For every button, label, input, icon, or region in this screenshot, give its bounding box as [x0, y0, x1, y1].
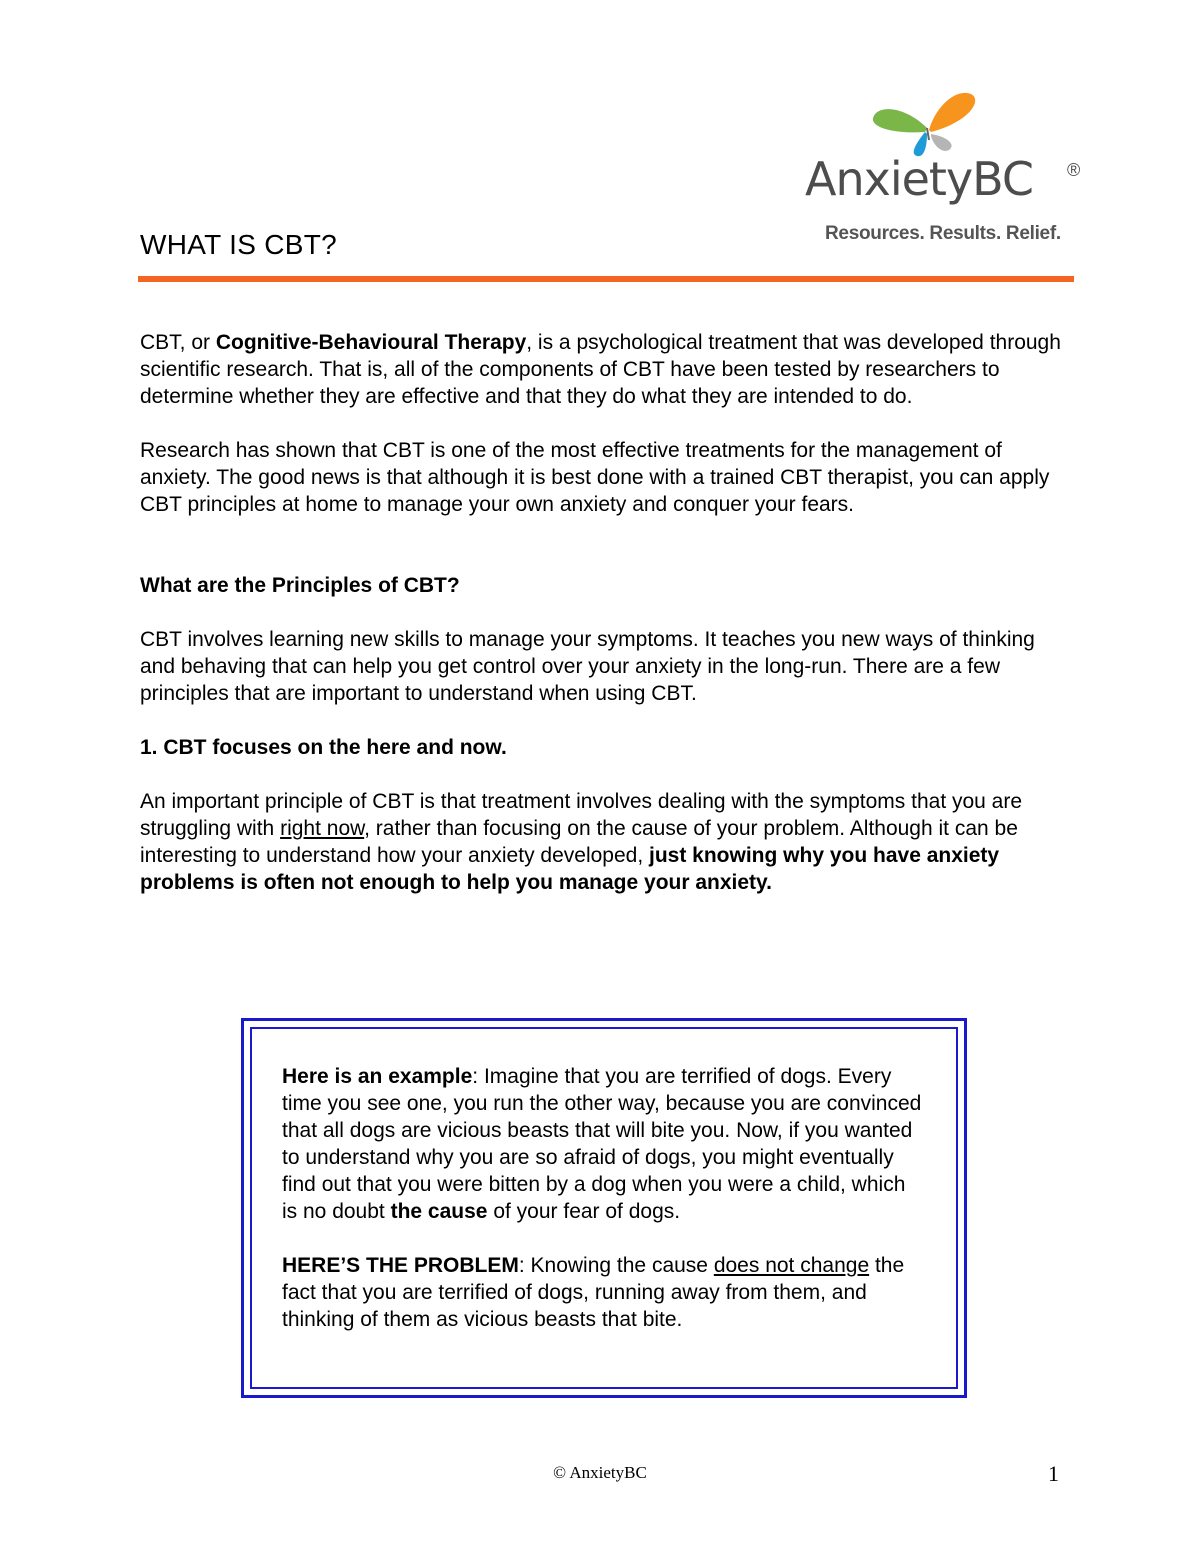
title-divider [138, 276, 1074, 282]
logo-wordmark: AnxietyBC [805, 152, 1034, 206]
principle-1-heading: 1. CBT focuses on the here and now. [140, 736, 507, 759]
butterfly-icon [865, 88, 985, 160]
principles-heading: What are the Principles of CBT? [140, 574, 460, 597]
footer-copyright: © AnxietyBC [553, 1463, 647, 1482]
example-box [241, 1018, 967, 1398]
page-number: 1 [1048, 1461, 1059, 1486]
main-content [140, 329, 1070, 896]
principles-paragraph: CBT involves learning new skills to manage your symptoms. It teaches you new ways of thinking and behaving that can help you get control over your anxiety in the long-run. There are a few principles that are important to understand when using CBT. [140, 628, 1035, 705]
intro-paragraph-1: CBT, or Cognitive-Behavioural Therapy, is a psychological treatment that was developed through scientific research. That is, all of the components of CBT have been tested by researchers to determine whether they are effective and that they do what they are intended to do. [140, 331, 1061, 408]
page-title: WHAT IS CBT? [140, 229, 338, 260]
logo-tagline: Resources. Results. Relief. [825, 223, 1061, 244]
registered-mark: ® [1067, 160, 1081, 180]
problem-paragraph: HERE’S THE PROBLEM: Knowing the cause does not change the fact that you are terrified of dogs, running away from them, and thinking of them as vicious beasts that bite. [282, 1254, 905, 1331]
principle-1-paragraph: An important principle of CBT is that treatment involves dealing with the symptoms that you are struggling with right now, rather than focusing on the cause of your problem. Although it can be interesting to understand how your anxiety developed, just knowing why you have anxiety problems is often not enough to help you manage your anxiety. [140, 790, 1023, 894]
example-paragraph: Here is an example: Imagine that you are terrified of dogs. Every time you see one, you run the other way, because you are convinced that all dogs are vicious beasts that will bite you. Now, if you wanted to understand why you are so afraid of dogs, you might eventually find out that you were bitten by a dog when you were a child, which is no doubt the cause of your fear of dogs. [282, 1065, 922, 1223]
example-box-text [282, 1063, 922, 1333]
anxietybc-logo [805, 88, 1085, 248]
intro-paragraph-2: Research has shown that CBT is one of the most effective treatments for the management of anxiety. The good news is that although it is best done with a trained CBT therapist, you can apply CBT principles at home to manage your own anxiety and conquer your fears. [140, 439, 1050, 516]
